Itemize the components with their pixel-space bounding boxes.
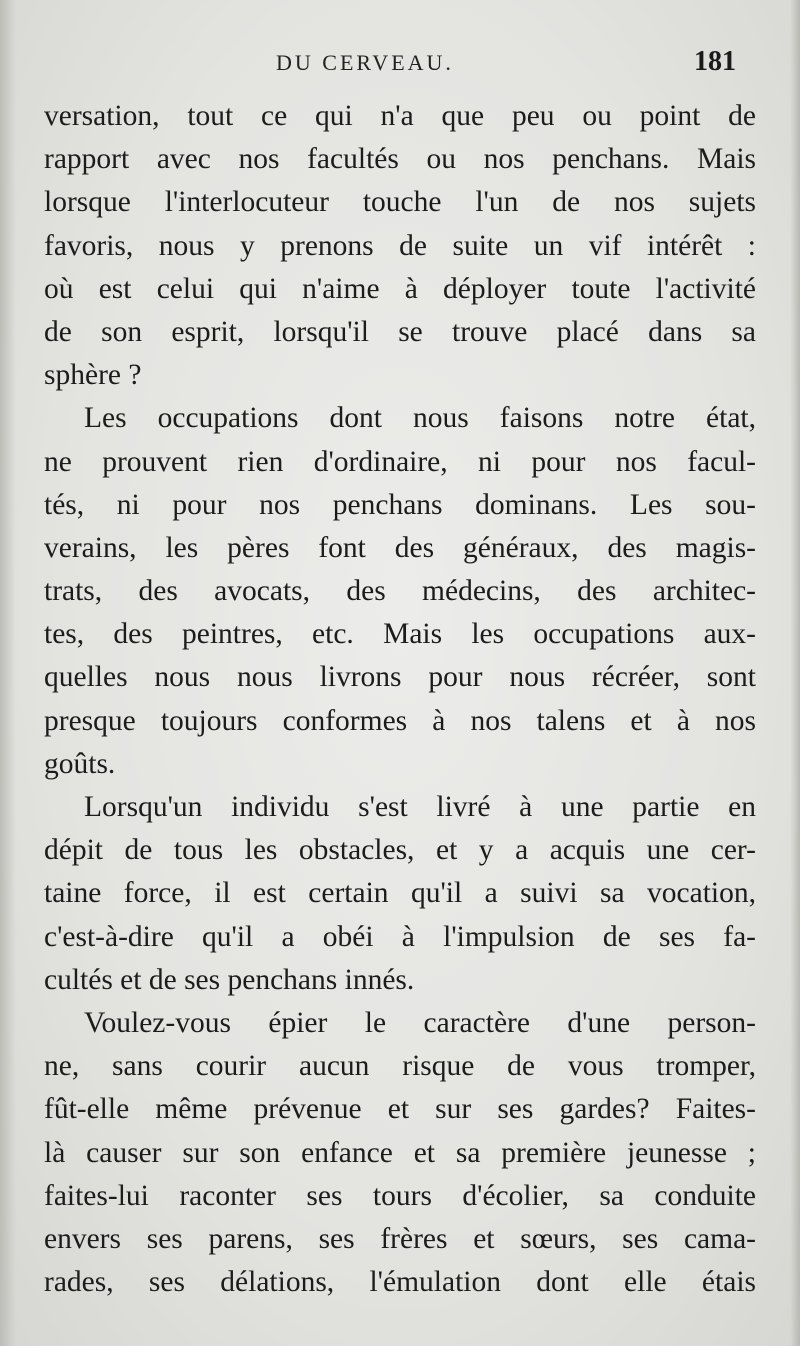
text-line: fût-elle même prévenue et sur ses gardes? Faites- xyxy=(44,1093,756,1126)
page-left-edge-shadow xyxy=(0,0,16,1346)
text-line: là causer sur son enfance et sa première jeunesse ; xyxy=(44,1136,756,1169)
text-line: tes, des peintres, etc. Mais les occupations aux- xyxy=(44,618,756,651)
text-line: rades, ses délations, l'émulation dont elle étais xyxy=(44,1266,756,1299)
text-line: rapport avec nos facultés ou nos penchans. Mais xyxy=(44,143,756,176)
text-line: dépit de tous les obstacles, et y a acquis une cer- xyxy=(44,834,756,867)
text-line: lorsque l'interlocuteur touche l'un de nos sujets xyxy=(44,186,756,219)
body-text xyxy=(44,95,756,1304)
text-line: c'est-à-dire qu'il a obéi à l'impulsion de ses fa- xyxy=(44,920,756,953)
text-line: trats, des avocats, des médecins, des architec- xyxy=(44,575,756,608)
text-line: versation, tout ce qui n'a que peu ou point de xyxy=(44,100,756,132)
text-line: Lorsqu'un individu s'est livré à une partie en xyxy=(84,791,756,823)
text-line: quelles nous nous livrons pour nous récréer, sont xyxy=(44,661,756,694)
text-line: où est celui qui n'aime à déployer toute l'activité xyxy=(44,272,756,305)
text-line: tés, ni pour nos penchans dominans. Les sou- xyxy=(44,488,756,521)
text-line: envers ses parens, ses frères et sœurs, ses cama- xyxy=(44,1222,756,1255)
text-line: goûts. xyxy=(44,747,116,780)
text-line: taine force, il est certain qu'il a suivi sa vocation, xyxy=(44,877,756,910)
text-line: sphère ? xyxy=(44,359,142,392)
running-head: DU CERVEAU. xyxy=(276,50,454,75)
text-line: presque toujours conformes à nos talens et à nos xyxy=(44,704,756,737)
text-line: faites-lui raconter ses tours d'écolier, sa conduite xyxy=(44,1179,756,1212)
page-right-edge-shadow xyxy=(790,0,800,1346)
text-line: Les occupations dont nous faisons notre état, xyxy=(84,402,756,435)
text-line: de son esprit, lorsqu'il se trouve placé dans sa xyxy=(44,315,756,348)
text-line: ne, sans courir aucun risque de vous tromper, xyxy=(44,1050,756,1083)
text-line: verains, les pères font des généraux, des magis- xyxy=(44,531,756,564)
text-line: ne prouvent rien d'ordinaire, ni pour nos facul- xyxy=(44,445,756,478)
text-line: favoris, nous y prenons de suite un vif intérêt : xyxy=(44,229,756,262)
text-line: cultés et de ses penchans innés. xyxy=(44,963,415,996)
page-number: 181 xyxy=(694,46,736,77)
text-line: Voulez-vous épier le caractère d'une person- xyxy=(84,1006,756,1039)
